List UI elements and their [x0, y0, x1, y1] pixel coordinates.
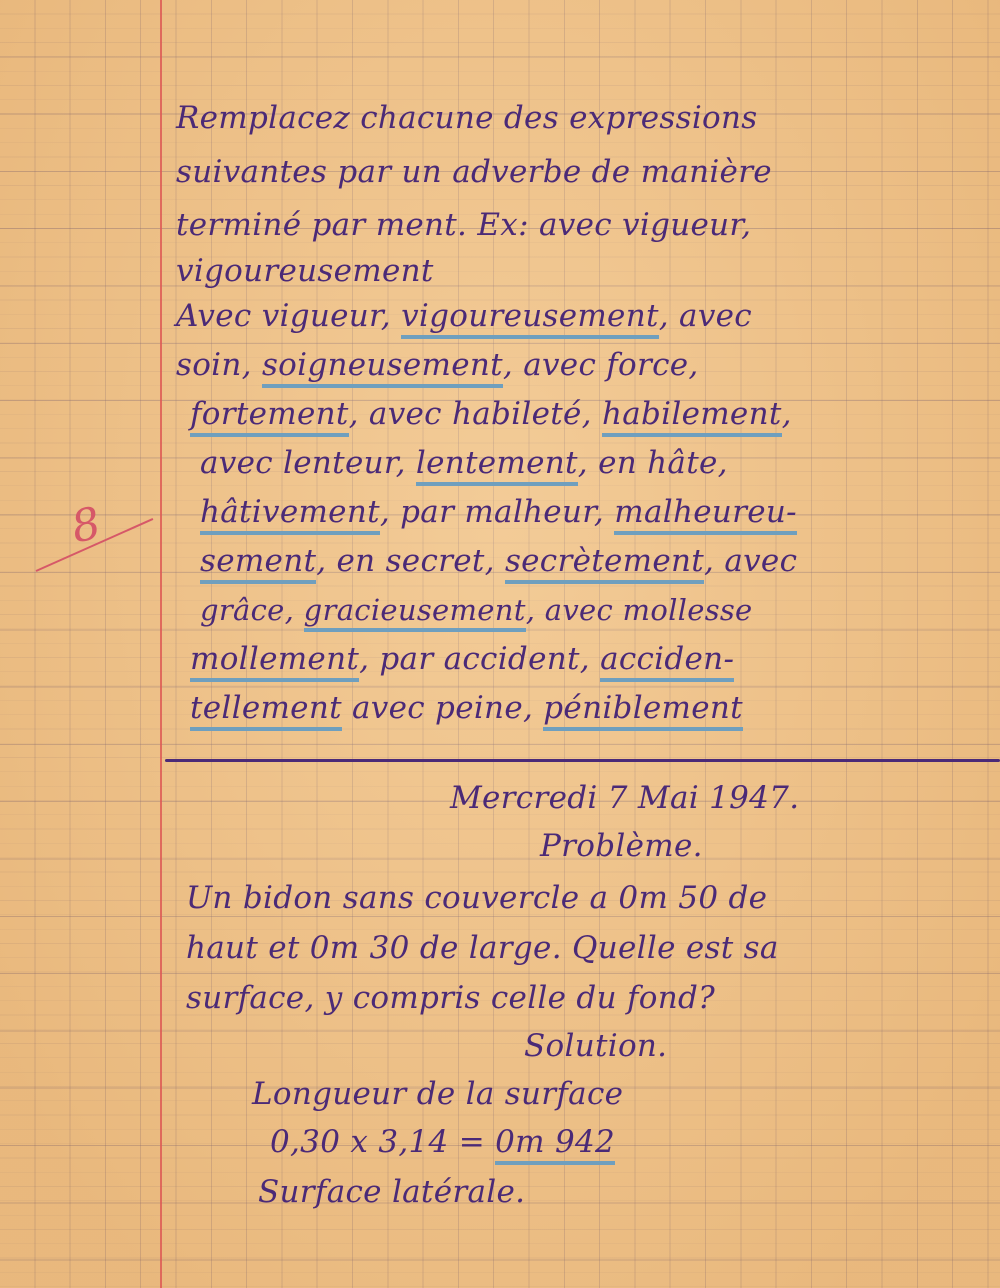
line-text: , avec habileté, [348, 396, 602, 432]
answer-line [190, 394, 792, 434]
underlined-adverb: secrètement [505, 543, 704, 584]
solution-title: Solution. [524, 1028, 668, 1064]
line-text: , avec [658, 298, 752, 334]
line-text: Surface latérale. [258, 1174, 526, 1210]
underlined-adverb: soigneusement [262, 347, 503, 388]
lesson-date: Mercredi 7 Mai 1947. [450, 780, 800, 816]
underlined-adverb: fortement [190, 396, 349, 437]
line-text: 0,30 x 3,14 = [270, 1124, 496, 1160]
line-text: , par malheur, [379, 494, 615, 530]
margin-line [160, 0, 162, 1288]
answer-line [200, 541, 797, 581]
line-text: avec peine, [341, 690, 544, 726]
line-text: , avec force, [502, 347, 699, 383]
problem-statement-line: haut et 0m 30 de large. Quelle est sa [186, 930, 779, 966]
line-text: , [781, 396, 792, 432]
line-text: Longueur de la surface [252, 1076, 624, 1112]
problem-statement-line: surface, y compris celle du fond? [186, 980, 716, 1016]
underlined-adverb: malheureu- [614, 494, 797, 535]
answer-line [176, 345, 699, 385]
solution-line [258, 1172, 525, 1212]
underlined-adverb: mollement [190, 641, 359, 682]
solution-line [252, 1074, 623, 1114]
underlined-adverb: hâtivement [200, 494, 380, 535]
answer-line [200, 590, 753, 630]
line-text: , avec [704, 543, 798, 579]
line-text: avec lenteur, [200, 445, 416, 481]
underlined-adverb: péniblement [543, 690, 743, 731]
grade-mark: 8 [67, 497, 105, 554]
underlined-adverb: habilement [602, 396, 782, 437]
underlined-adverb: 0m 942 [495, 1124, 615, 1165]
line-text: , par accident, [359, 641, 601, 677]
answer-line [190, 688, 743, 728]
problem-title: Problème. [540, 828, 703, 864]
answer-line [200, 492, 797, 532]
line-text: soin, [176, 347, 262, 383]
underlined-adverb: sement [200, 543, 316, 584]
underlined-adverb: acciden- [600, 641, 734, 682]
instruction-line: Remplacez chacune des expressions [176, 100, 758, 136]
instruction-line: suivantes par un adverbe de manière [176, 154, 772, 190]
line-text: Avec vigueur, [176, 298, 402, 334]
line-text: grâce, [200, 593, 304, 627]
line-text: , en secret, [316, 543, 505, 579]
problem-statement-line: Un bidon sans couvercle a 0m 50 de [186, 880, 768, 916]
section-separator [165, 759, 1000, 762]
line-text: , avec mollesse [525, 593, 753, 627]
underlined-adverb: vigoureusement [401, 298, 659, 339]
underlined-adverb: tellement [190, 690, 342, 731]
instruction-line: terminé par ment. Ex: avec vigueur, [176, 207, 752, 243]
underlined-adverb: lentement [416, 445, 578, 486]
solution-line [270, 1122, 615, 1162]
answer-line [200, 443, 728, 483]
answer-line [176, 296, 752, 336]
line-text: , en hâte, [577, 445, 728, 481]
instruction-line: vigoureusement [176, 253, 434, 289]
underlined-adverb: gracieusement [304, 593, 526, 632]
answer-line [190, 639, 734, 679]
